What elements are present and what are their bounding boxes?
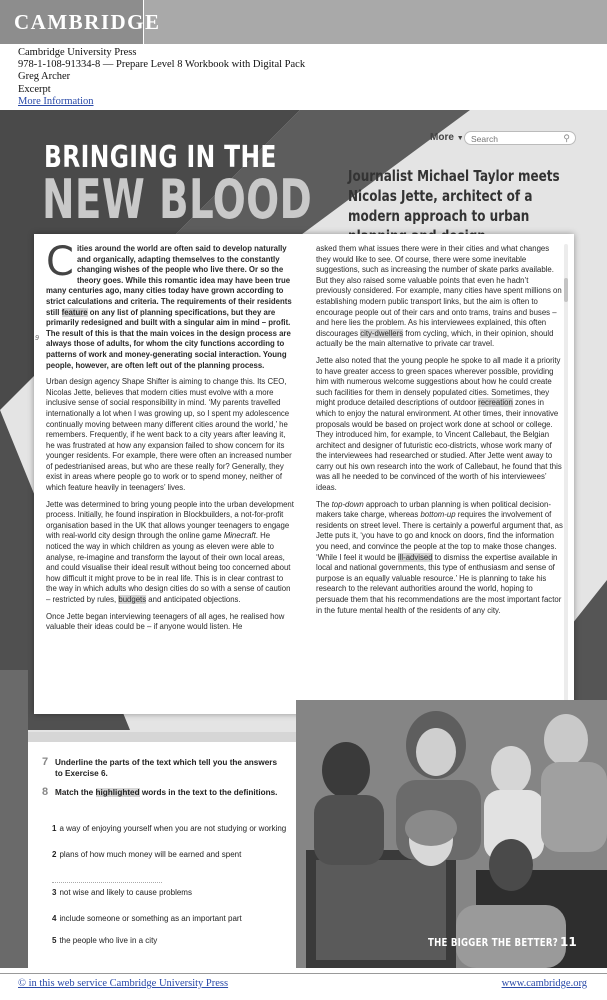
students-illustration bbox=[296, 700, 607, 968]
p6-text-cont: zones in which to enjoy the natural environment. At other times, their innovative proposals would be based on project work done at school or college. They introduced him, for example, to Vincent Callebaut, the Belgian architect and designer of futuristic eco-districts, whose work many of the interviewees had researched or studied. After Jette went away to carry out his own research into the work of Callebaut, he found that this was all he needed to be convinced of the worth of his interviewees’ ideas. bbox=[316, 398, 562, 493]
highlight-ill-advised: ill-advised bbox=[397, 552, 433, 562]
article-scrollbar[interactable] bbox=[564, 244, 568, 704]
highlight-city-dwellers: city-dwellers bbox=[360, 328, 404, 338]
paragraph-2: Urban design agency Shape Shifter is aiming to change this. Its CEO, Nicolas Jette, believes that modern cities must evolve with a more inclusive sense of social responsibility in mind. ‘My parents travelled internationally a lot when I was growing up, so I spent my adolescence continually moving between many different cities around the world,’ he remembers. Frequently, if he went back to a city years after leaving it, he was frustrated at how any expansion failed to show concern for its younger residents. For example, there were often an increased number of pedestrianised areas, but who are these really for? Generally, they exist in areas where people go to work or to spend money, neither of which feature heavily in teenagers’ lives. bbox=[46, 377, 292, 493]
excerpt-label: Excerpt bbox=[18, 83, 51, 95]
ex8-text: Match the bbox=[55, 788, 96, 797]
item-number: 3 bbox=[52, 888, 57, 897]
p7-text: The bbox=[316, 499, 332, 509]
item-text: the people who live in a city bbox=[59, 936, 158, 945]
paragraph-7 bbox=[316, 500, 564, 617]
more-menu[interactable] bbox=[430, 132, 464, 143]
highlight-word: highlighted bbox=[95, 788, 140, 797]
logo-box bbox=[0, 0, 161, 44]
item-number: 5 bbox=[52, 936, 57, 945]
exercise-8 bbox=[42, 788, 280, 799]
article-card bbox=[34, 234, 574, 714]
footer-divider bbox=[0, 973, 607, 974]
exercise-8-instruction bbox=[55, 788, 280, 799]
website-footer bbox=[502, 978, 587, 989]
item-text: not wise and likely to cause problems bbox=[59, 888, 192, 897]
workbook-page bbox=[0, 110, 607, 968]
answer-line[interactable] bbox=[52, 870, 288, 880]
term-bottom-up: bottom-up bbox=[420, 510, 456, 520]
p7-text-4: to dismiss the expertise available in local and national governments, this type of enthusiasm and sense of purpose is an equally valuable resource.’ He is planning to take his research to the relevant authorities around the world, hoping to persuade them that his recommendations are the most important factor in the future mental health of the residents of any city. bbox=[316, 552, 562, 615]
p7-text-2: approach to urban planning is when political decision-makers take charge, whereas bbox=[316, 499, 551, 520]
isbn-title: 978-1-108-91334-8 — Prepare Level 8 Workbook with Digital Pack bbox=[18, 59, 306, 71]
item-number: 4 bbox=[52, 914, 57, 923]
answer-blank[interactable] bbox=[52, 882, 162, 883]
students-photo bbox=[296, 700, 607, 968]
p3-text-end: and anticipated objections. bbox=[146, 595, 241, 604]
exercises-panel bbox=[28, 742, 296, 968]
exercise-7-instruction: Underline the parts of the text which tell you the answers to Exercise 6. bbox=[55, 758, 278, 778]
item-number: 2 bbox=[52, 850, 57, 859]
p6-text: Jette also noted that the young people he spoke to all made it a priority to have greater access to green spaces wherever possible, providing him with numerous welcome suggestions about how he could create such facilities for them in densely populated cities. Sometimes, they might produce detailed descriptions of outdoor bbox=[316, 355, 561, 408]
article-column-left bbox=[46, 239, 294, 639]
p5-text-cont: from cycling, which, in their opinion, should actually be the main alternative to private car travel. bbox=[316, 328, 554, 349]
author-name: Greg Archer bbox=[18, 71, 71, 83]
scrollbar-thumb[interactable] bbox=[564, 278, 568, 302]
cambridge-logo[interactable]: CAMBRIDGE bbox=[14, 10, 161, 34]
p5-text: asked them what issues there were in their cities and what changes they would like to see. Of course, there were some inevitable suggestions, such as increasing the number of skate parks available. But they also raised some valuable points that even he hadn’t previously considered. For example, many cities have spent millions on establishing modern public transport links, but the aim is often to encourage people out of their cars and onto trams, trains and buses – and here lies the problem. As his interviewees explained, this often discourages bbox=[316, 244, 562, 338]
page-number: 11 bbox=[560, 935, 577, 949]
caret-down-icon: ▼ bbox=[456, 135, 464, 142]
ex8-text-cont: words in the text to the definitions. bbox=[139, 788, 278, 797]
exercise-7 bbox=[42, 758, 280, 779]
title-line-1: BRINGING IN THE bbox=[44, 140, 277, 175]
item-text: a way of enjoying yourself when you are not studying or working bbox=[59, 824, 287, 833]
game-name: Minecraft bbox=[223, 531, 256, 541]
definition-item[interactable] bbox=[52, 824, 288, 834]
definition-item[interactable] bbox=[52, 936, 288, 946]
publisher-header-bar bbox=[0, 0, 607, 44]
search-input[interactable] bbox=[471, 133, 561, 144]
more-label: More bbox=[430, 132, 454, 143]
definition-item[interactable] bbox=[52, 850, 288, 860]
copyright-link[interactable]: © in this web service Cambridge University Press bbox=[18, 978, 229, 989]
p3-text: Jette was determined to bring young people into the urban development process. Initially, he found inspiration in Blockbuilders, a not-for-profit organisation based in the UK that allows younger teenagers to engage with real-world city design through the online game bbox=[46, 499, 294, 541]
item-text: plans of how much money will be earned and spent bbox=[59, 850, 242, 859]
book-metadata bbox=[18, 47, 305, 108]
intro-text: ities around the world are often said to develop naturally and organically, adapting themselves to the constantly changing wishes of the people who live there. Or so the theory goes. While this romantic idea may have been true many centuries ago, many cities today have grown according to strict calculations and criteria. The requirements of their residents still bbox=[46, 244, 292, 317]
item-text: include someone or something as an important part bbox=[59, 914, 242, 923]
exercise-number: 7 bbox=[42, 756, 49, 768]
paragraph-5 bbox=[316, 244, 564, 350]
paragraph-4: Once Jette began interviewing teenagers of all ages, he realised how valuable their ideas could be – if anyone would listen. He bbox=[46, 611, 285, 632]
highlight-budgets: budgets bbox=[118, 595, 147, 604]
highlight-recreation: recreation bbox=[478, 398, 513, 408]
intro-text-cont: on any list of planning specifications, but they are primarily redesigned and built with a singular aim in mind – profit. The result of this is that the main voices in the design process are always those of adults, for whom the city functions according to patterns of work and money-generating social interaction. Young people, however, are often left out of the planning process. bbox=[46, 307, 291, 370]
search-icon[interactable]: ⚲ bbox=[563, 133, 570, 143]
term-top-down: top-down bbox=[331, 499, 364, 509]
article-column-right bbox=[316, 244, 564, 622]
publisher-name: Cambridge University Press bbox=[18, 47, 137, 58]
drop-cap: C bbox=[46, 239, 74, 285]
definition-item[interactable] bbox=[52, 914, 288, 924]
p3-text-cont: . He noticed the way in which children as young as eleven were able to analyse, re-imagine and transform the layout of their own local areas, and could visualise their ideal result without being too concerned about how difficult it might prove to be in real life. This is in clear contrast to the way in which adults who design cities do so with a sense of caution – restricted by rules, bbox=[46, 531, 291, 604]
copyright-footer bbox=[18, 978, 228, 989]
exercise-number: 8 bbox=[42, 786, 49, 798]
highlight-feature: feature bbox=[61, 307, 88, 317]
photo-caption: THE BIGGER THE BETTER? bbox=[428, 936, 558, 949]
paragraph-6 bbox=[316, 356, 564, 494]
paragraph-3 bbox=[46, 500, 294, 606]
item-number: 1 bbox=[52, 824, 57, 833]
more-information-link[interactable]: More Information bbox=[18, 95, 94, 107]
website-link[interactable]: www.cambridge.org bbox=[501, 978, 587, 989]
article-subheading: Journalist Michael Taylor meets Nicolas Jette, architect of a modern approach to urban bbox=[348, 167, 560, 225]
article-intro bbox=[46, 239, 294, 371]
line-number: 9 bbox=[35, 335, 39, 342]
title-line-2: NEW BLOOD bbox=[42, 168, 313, 231]
p7-text-3: requires the involvement of residents on street level. There is certainly a powerful argument that, as Jette puts it, ‘you have to go and knock on doors, find the information you need, and convince the people at the top to make those changes. ‘While I feel it would be bbox=[316, 510, 563, 562]
definition-item[interactable] bbox=[52, 888, 288, 898]
search-box[interactable] bbox=[464, 131, 576, 145]
